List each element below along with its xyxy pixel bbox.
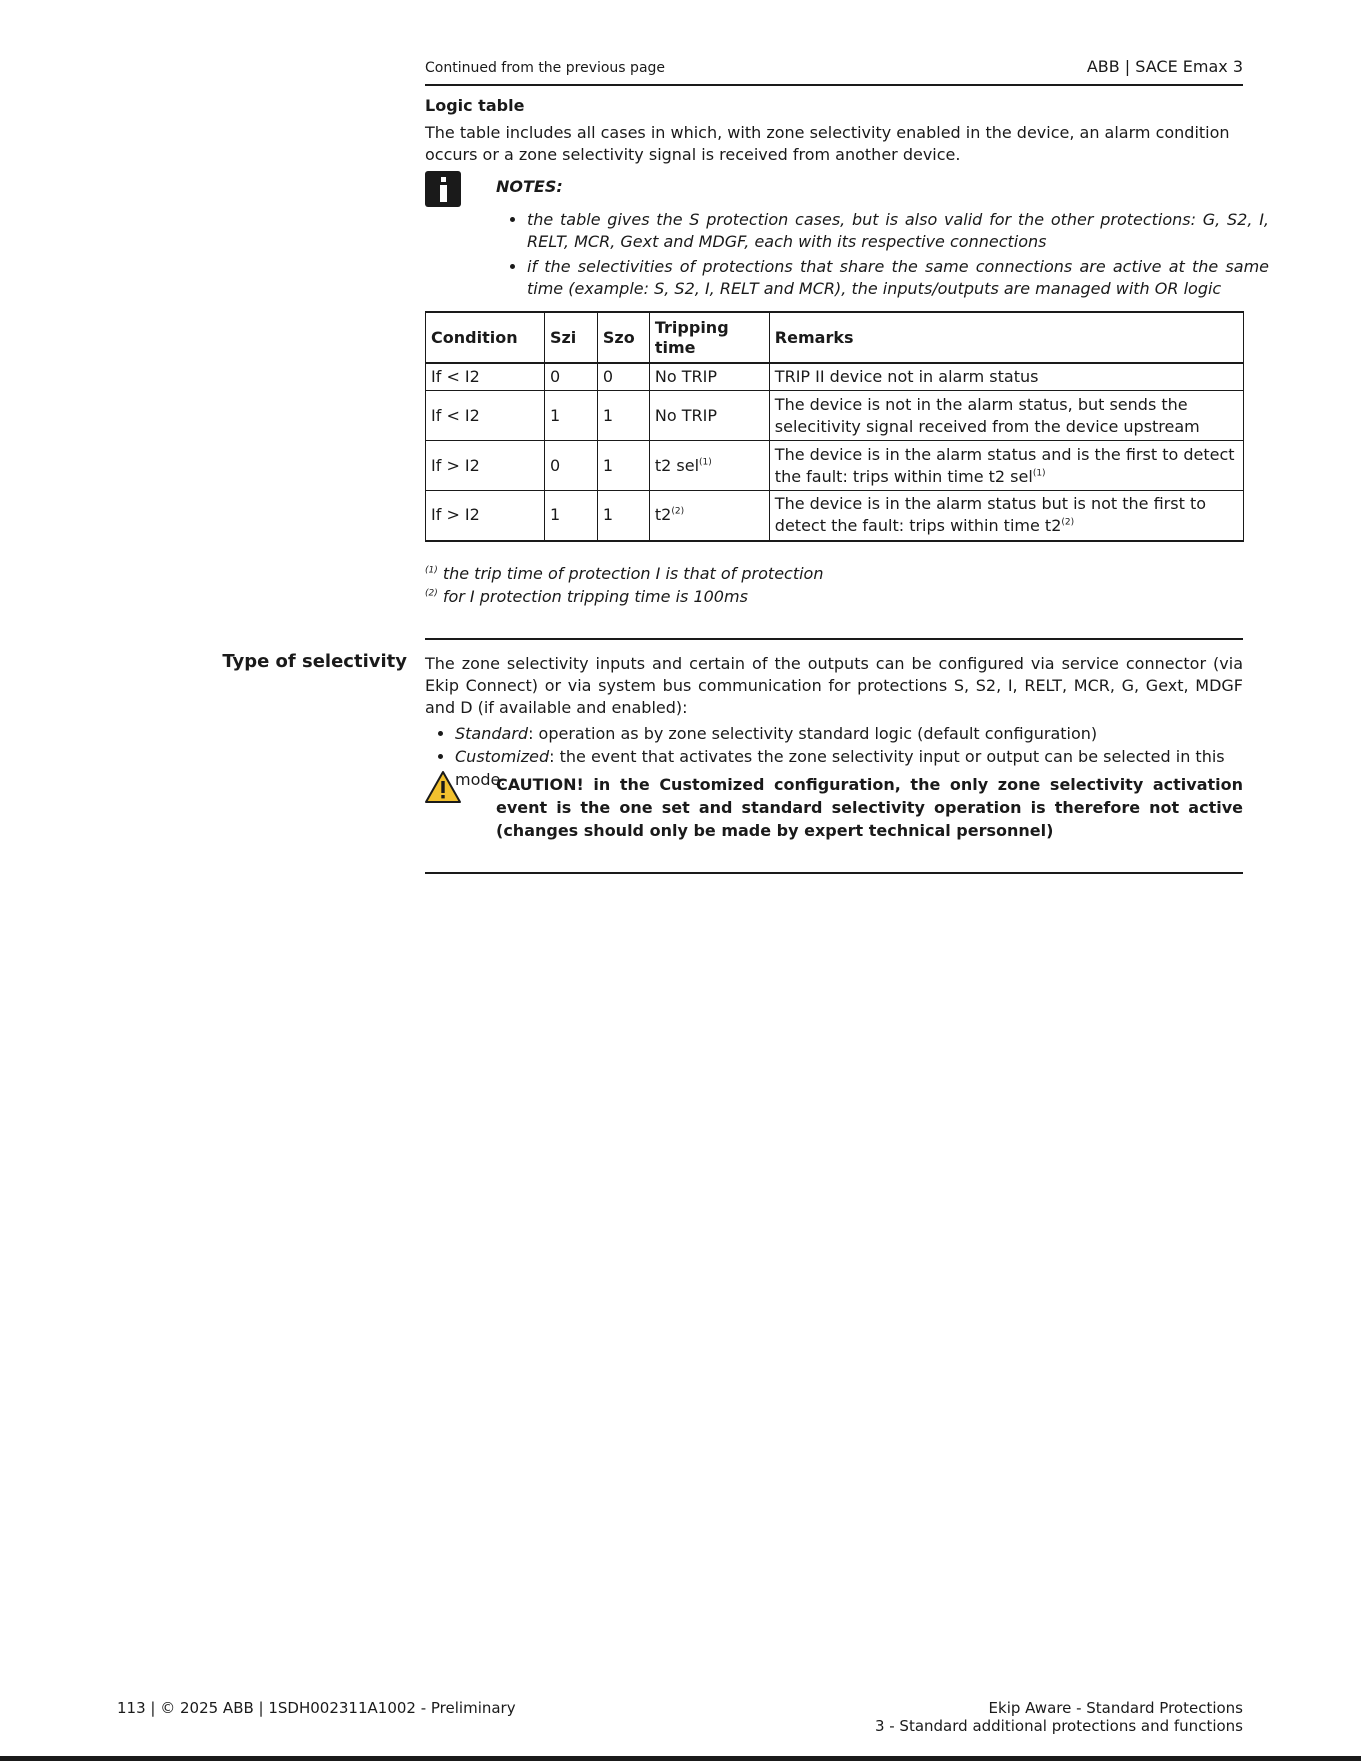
warning-icon [424, 770, 462, 804]
cell-szo: 1 [597, 441, 649, 491]
table-header-row [426, 312, 1244, 363]
footnote-2 [425, 587, 748, 606]
header-divider [425, 84, 1243, 86]
product-header: ABB | SACE Emax 3 [1086, 57, 1243, 76]
cell-condition: If > I2 [426, 491, 545, 541]
cell-remarks [769, 441, 1243, 491]
table-row [426, 391, 1244, 441]
remarks-text: The device is in the alarm status but is not the first to detect the fault: trips within time t2 [774, 494, 1207, 536]
cell-remarks [769, 363, 1243, 391]
footer-doc-title: Ekip Aware - Standard Protections [988, 1699, 1243, 1717]
cell-szi: 0 [544, 441, 597, 491]
time-text: No TRIP [654, 367, 717, 386]
time-text: t2 [654, 505, 672, 525]
logic-table-heading: Logic table [425, 96, 525, 115]
section-divider [425, 638, 1243, 640]
option-text: : operation as by zone selectivity standard logic (default configuration) [528, 724, 1098, 743]
cell-szo: 1 [597, 491, 649, 541]
cell-time [649, 491, 769, 541]
footnote-text: the trip time of protection I is that of protection [437, 564, 824, 583]
cell-remarks [769, 491, 1243, 541]
remarks-text: TRIP II device not in alarm status [774, 367, 1039, 386]
header-remarks: Remarks [769, 312, 1243, 363]
cell-remarks [769, 391, 1243, 441]
notes-title: NOTES: [496, 177, 563, 196]
cell-condition: If < I2 [426, 391, 545, 441]
type-of-selectivity-heading: Type of selectivity [222, 651, 407, 672]
footnote-mark: (1) [425, 565, 438, 576]
cell-szo: 1 [597, 391, 649, 441]
cell-condition: If > I2 [426, 441, 545, 491]
table-row [426, 441, 1244, 491]
notes-list [502, 209, 1269, 303]
remarks-footnote-mark: (1) [1032, 468, 1046, 479]
option-term: Customized [455, 747, 550, 766]
selectivity-paragraph: The zone selectivity inputs and certain of the outputs can be configured via service connector (via Ekip Connect) or via system bus communication for protections S, S2, I, RELT, MCR, G, Gext, MDGF and D (if available and enabled): [425, 654, 1243, 717]
note-item: • if the selectivities of protections that share the same connections are active at the same time (example: S, S2, I, RELT and MCR), the inputs/outputs are managed with OR logic [527, 256, 1269, 300]
note-item: • the table gives the S protection cases, but is also valid for the other protections: G, S2, I, RELT, MCR, Gext and MDGF, each with its respective connections [527, 209, 1269, 253]
cell-time [649, 441, 769, 491]
footnote-text: for I protection tripping time is 100ms [437, 587, 748, 606]
cell-szi: 0 [544, 363, 597, 391]
option-text: : the event that activates the zone selectivity input or output can be selected in this mode. [455, 747, 1225, 789]
cell-time [649, 363, 769, 391]
remarks-footnote-mark: (2) [1061, 517, 1075, 528]
time-footnote-mark: (1) [699, 457, 712, 468]
caution-text: CAUTION! in the Customized configuration, the only zone selectivity activation event is the one set and standard selectivity operation is therefore not active (changes should only be made by expert technical personnel) [496, 775, 1243, 840]
footer-chapter-title: 3 - Standard additional protections and functions [874, 1717, 1243, 1735]
header-tripping-time: Tripping time [649, 312, 769, 363]
option-standard [455, 722, 1273, 745]
logic-table [425, 311, 1244, 542]
option-term: Standard [455, 724, 529, 743]
section-end-divider [425, 872, 1243, 874]
time-text: t2 sel [654, 455, 700, 475]
page-bottom-bar [0, 1756, 1361, 1761]
remarks-text: The device is in the alarm status and is the first to detect the fault: trips within time t2 sel [774, 444, 1235, 486]
time-footnote-mark: (2) [671, 506, 685, 517]
cell-time [649, 391, 769, 441]
time-text: No TRIP [654, 405, 717, 425]
header-szi: Szi [544, 312, 597, 363]
cell-szo: 0 [597, 363, 649, 391]
table-row [426, 363, 1244, 391]
header-condition: Condition [426, 312, 545, 363]
cell-szi: 1 [544, 391, 597, 441]
logic-table-intro: The table includes all cases in which, with zone selectivity enabled in the device, an alarm condition occurs or a zone selectivity signal is received from another device. [425, 123, 1230, 164]
header-szo: Szo [597, 312, 649, 363]
cell-szi: 1 [544, 491, 597, 541]
footnote-1 [425, 564, 823, 583]
footer-page-info: 113 | © 2025 ABB | 1SDH002311A1002 - Preliminary [117, 1699, 516, 1717]
remarks-text: The device is not in the alarm status, but sends the selecitivity signal received from the device upstream [774, 394, 1200, 436]
footnote-mark: (2) [425, 588, 438, 599]
footer-chapter [875, 1699, 1243, 1735]
table-row [426, 491, 1244, 541]
continued-note: Continued from the previous page [425, 60, 666, 76]
cell-condition: If < I2 [426, 363, 545, 391]
info-icon [425, 171, 461, 207]
